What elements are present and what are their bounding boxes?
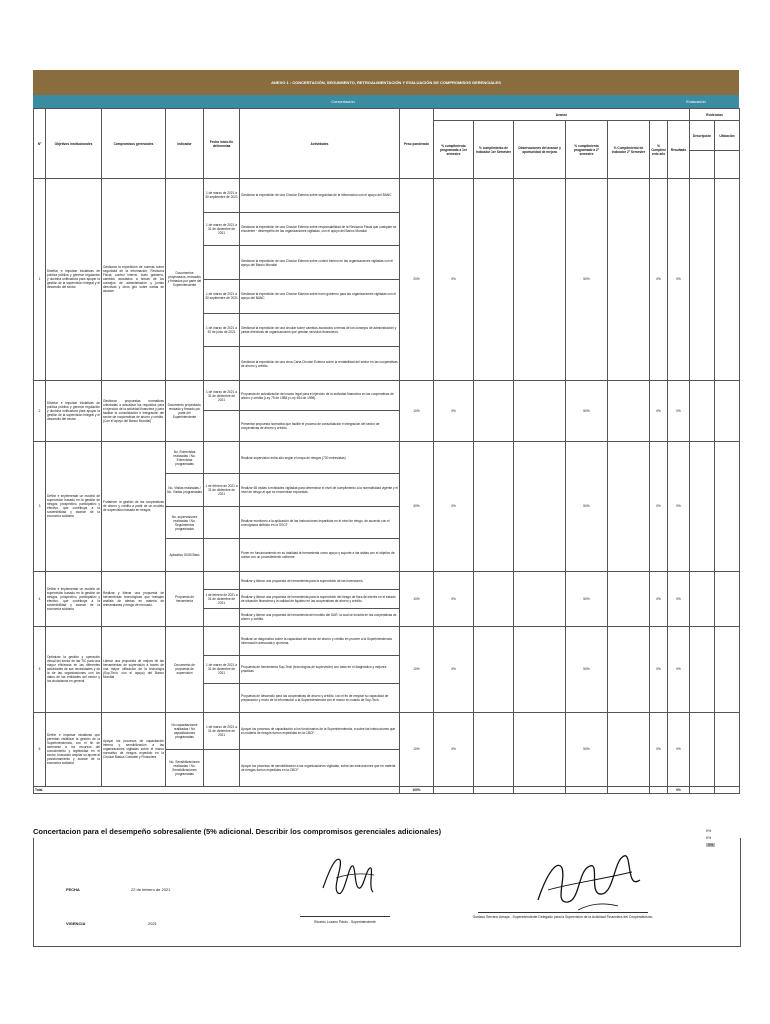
descripcion-cell xyxy=(690,380,715,441)
row-number: 4 xyxy=(34,571,46,626)
compromiso-cell: Apoyar los procesos de capacitación interna y sensibilización a las organizaciones vigiladas sobre el marco normativo de riesgos expedido en la Circular Básica Contable y Financiera xyxy=(102,712,166,786)
c1-cell: 0% xyxy=(434,712,474,786)
objetivo-cell: Diseñar e impulsar iniciativas de política pública y generar regulación y doctrina unificadora para apoyar la gestión de la supervisión integral y el desarrollo del sector. xyxy=(46,179,102,381)
indicador-cell: Documento proyectado, revisado y firmado por parte del Superintendente xyxy=(166,380,204,441)
ubicacion-cell xyxy=(715,380,740,441)
c2-cell xyxy=(474,441,514,571)
actividad-cell: Propuesta de herramienta Sup-Tech (tecnologías de supervisión) con base en el diagnóstico y mejores prácticas xyxy=(240,655,400,684)
peso-cell: 10% xyxy=(400,712,434,786)
table-row xyxy=(34,179,740,213)
peso-cell: 20% xyxy=(400,179,434,381)
objetivo-cell: Definir e implementar un modelo de supervisión basado en la gestión de riesgos, prospectivo, participativo y efectivo, que contribuya a la sostenibilidad y avance de la economía solidaria xyxy=(46,571,102,626)
c4-cell xyxy=(608,179,650,381)
resultado-cell: 0% xyxy=(668,441,690,571)
compromiso-cell: Gestionar propuestas normativas orientadas a actualizar los requisitos para el ejercicio de la actividad financiera y para facilitar la consolidación e integración del sector de cooperativas de ahorro y crédito. (Con el apoyo del Banco Mundial) xyxy=(102,380,166,441)
row-number: 6 xyxy=(34,712,46,786)
header-n: N° xyxy=(34,109,46,179)
resultado-cell: 0% xyxy=(668,571,690,626)
c3-cell: 50% xyxy=(566,712,608,786)
total-resultado: 0% xyxy=(668,786,690,793)
table-row xyxy=(34,441,740,474)
title-band xyxy=(33,70,739,95)
header-avance: Avance xyxy=(434,109,690,121)
header-c2: % cumplimiento de indicador 1er Semestre xyxy=(474,121,514,179)
c3-cell: 50% xyxy=(566,441,608,571)
header-c5: % Cumplimiento año xyxy=(650,121,668,179)
table-row xyxy=(34,712,740,749)
fecha-label: FECHA xyxy=(66,887,80,892)
ubicacion-cell xyxy=(715,179,740,381)
fecha-cell: 1 de marzo de 2021 a 31 de diciembre de 2021 xyxy=(204,380,240,411)
fecha-cell xyxy=(204,626,240,655)
c3-cell: 50% xyxy=(566,179,608,381)
c1-cell: 0% xyxy=(434,626,474,712)
fecha-value: 22 de febrero de 2021 xyxy=(131,887,171,892)
indicador-cell: No. Visitas realizadas / No. Visitas programadas xyxy=(166,474,204,507)
compromiso-cell: Gestionar la expedición de normas sobre seguridad de la información, Revisoría Fiscal, control interno, buen gobierno, cambios asociados a temas de los consejos de administración y juntas directivas y otros giro sobre cartas de alcance xyxy=(102,179,166,381)
actividad-cell: Poner en funcionamiento en su totalidad la herramienta como apoyo y soporte a las visitas con el objetivo de contar con un procedimiento uniforme xyxy=(240,539,400,572)
header-obs: Observaciones del avance y oportunidad de mejora xyxy=(514,121,566,179)
total-empty xyxy=(474,786,514,793)
c1-cell: 0% xyxy=(434,179,474,381)
fecha-cell xyxy=(204,506,240,539)
table-row xyxy=(34,380,740,411)
obs-cell xyxy=(514,380,566,441)
vigencia-label: VIGENCIA xyxy=(66,921,86,926)
section-concertacion: Concertación xyxy=(331,99,355,104)
actividad-cell: Presentar propuesta normativa que facilite el proceso de consolidación e integración del sector de cooperativas de ahorro y crédito. xyxy=(240,411,400,442)
indicador-cell: No. Entrevistas realizadas / No. Entrevistas programadas xyxy=(166,441,204,474)
fecha-cell: 1 de marzo de 2021 a 31 de diciembre de 2021 xyxy=(204,712,240,749)
indicador-cell: No. supervisiones realizadas / No. Seguimientos programados xyxy=(166,506,204,539)
c1-cell: 0% xyxy=(434,441,474,571)
c3-cell: 50% xyxy=(566,380,608,441)
fecha-cell: 1 de marzo de 2021 a 31 de diciembre de 2021 xyxy=(204,655,240,684)
total-label: Total xyxy=(34,786,400,793)
signature-2-name: Gustavo Serrano Amaya - Superintendente Delegado para la Supervisión de la Actividad Financiera del Cooperativismo xyxy=(472,915,653,919)
signature-1-name: Ricardo Lozano Pardo - Superintendente xyxy=(314,920,376,924)
actividad-cell: Realizar un diagnóstico sobre la capacidad del sector de ahorro y crédito en proveer a la Superintendencia información adecuada y oportuna. xyxy=(240,626,400,655)
c4-cell xyxy=(608,380,650,441)
indicador-cell: Documentos proyectados, revisados y firmados por parte del Superintendente xyxy=(166,179,204,381)
objetivo-cell: Diseñar e impulsar iniciativas de política pública y generar regulación y doctrina unificadora para apoyar la gestión de la supervisión integral y el desarrollo del sector. xyxy=(46,380,102,441)
actividad-cell: Apoyar los procesos de capacitación a los funcionarios de la Superintendencia, a sobre las instrucciones que en materia de riesgos fueron expedidas en la CBCF xyxy=(240,712,400,749)
extra-pct-3: 0% xyxy=(708,843,714,847)
actividad-cell: Gestionar la expedición de una Circular Externa sobre responsabilidad de la Revisoría Fiscal que cualquier se encuentre · desempeño de las organizaciones vigiladas, con el apoyo del Banco Mundial xyxy=(240,212,400,246)
header-c4: % Cumplimiento de indicador 2° Semestre xyxy=(608,121,650,179)
ubicacion-cell xyxy=(715,571,740,626)
total-peso: 100% xyxy=(400,786,434,793)
c1-cell: 0% xyxy=(434,571,474,626)
fecha-cell: 1 de marzo de 2021 a 30 septiembre de 2021 xyxy=(204,179,240,213)
compromiso-cell: Fortalecer la gestión de las cooperativas de ahorro y crédito a partir de un modelo de supervisión basado en riesgos xyxy=(102,441,166,571)
actividad-cell: Realizar monitoreo a la aplicación de las instrucciones impartidas en el nivel de riesgo, de acuerdo con el cronograma definido en la OSCF xyxy=(240,506,400,539)
vigencia-value: 2021 xyxy=(148,921,157,926)
c5-cell: 0% xyxy=(650,571,668,626)
fecha-cell xyxy=(204,441,240,474)
fecha-cell: 1 de marzo de 2021 a 30 de junio de 2021 xyxy=(204,313,240,347)
header-indicador: Indicador xyxy=(166,109,204,179)
actividad-cell: Realizar y liderar una propuesta de herramienta del modelo del SAR, la cual se incluirá en las cooperativas de ahorro y crédito. xyxy=(240,608,400,626)
compromiso-cell: Liderar una propuesta de mejora de las herramientas de supervisión a través de una mayor utilización de la tecnología (Sup-Tech, con el apoyo) del Banco Mundial xyxy=(102,626,166,712)
peso-cell: 10% xyxy=(400,380,434,441)
fecha-cell xyxy=(204,347,240,381)
row-number: 3 xyxy=(34,441,46,571)
c4-cell xyxy=(608,626,650,712)
c5-cell: 0% xyxy=(650,441,668,571)
actividad-cell: Gestionar la expedición de una circular sobre cambios asociados a temas de los consejos de administración y juntas directivas de organizaciones que prestan servicios financieros. xyxy=(240,313,400,347)
objetivo-cell: Definir e implementar un modelo de supervisión basado en la gestión de riesgos, prospectivo, participativo y efectivo, que contribuya a la sostenibilidad y avance de la economía solidaria xyxy=(46,441,102,571)
c2-cell xyxy=(474,712,514,786)
c2-cell xyxy=(474,571,514,626)
c2-cell xyxy=(474,626,514,712)
header-compromisos: Compromisos gerenciales xyxy=(102,109,166,179)
c4-cell xyxy=(608,441,650,571)
extra-commitment-label: Concertacion para el desempeño sobresaliente (5% adicional. Describir los compromisos gerenciales adicionales) xyxy=(33,827,442,836)
indicador-cell: No capacitaciones realizadas / No capacitaciones programadas xyxy=(166,712,204,749)
ubicacion-cell xyxy=(715,441,740,571)
actividad-cell: Gestionar la expedición de una Circular Externa sobre control interno en las organizaciones vigiladas con el apoyo del Banco Mundial xyxy=(240,246,400,280)
row-number: 5 xyxy=(34,626,46,712)
header-resultado: Resultado xyxy=(668,121,690,179)
fecha-cell: 1 de febrero de 2021 a 31 de diciembre de 2021 xyxy=(204,590,240,608)
actividad-cell: Apoyar los procesos de sensibilización a las organizaciones vigiladas, sobre las instrucciones que en materia de riesgos fueron expedidas en la CBCF xyxy=(240,749,400,786)
actividad-cell: Gestionar la expedición de una Circular Externa sobre buen gobierno para las organizaciones vigiladas con el apoyo del BANC xyxy=(240,279,400,313)
signature-2-line xyxy=(478,912,648,913)
header-descripcion: Descripción xyxy=(690,121,715,151)
actividad-cell: Realizar supervisión extra-situ según el mapa de riesgos (730 entrevistas) xyxy=(240,441,400,474)
commitments-table xyxy=(33,108,740,794)
fecha-cell xyxy=(204,571,240,589)
header-actividades: Actividades xyxy=(240,109,400,179)
c5-cell: 0% xyxy=(650,380,668,441)
ubicacion-cell xyxy=(715,712,740,786)
c5-cell: 0% xyxy=(650,712,668,786)
commitments-sheet xyxy=(33,108,739,794)
actividad-cell: Realizar 65 visitas a entidades vigiladas para determinar el nivel de cumplimiento a la normatividad vigente y el nivel de riesgo al que se encuentran expuestas. xyxy=(240,474,400,507)
obs-cell xyxy=(514,179,566,381)
total-empty xyxy=(715,786,740,793)
table-row xyxy=(34,626,740,655)
actividad-cell: Propuesta de actualización del marco legal para el ejercicio de la actividad financiera en las cooperativas de ahorro y crédito (Ley 79 de 1988 y Ley 454 de 1998). xyxy=(240,380,400,411)
obs-cell xyxy=(514,712,566,786)
c5-cell: 0% xyxy=(650,626,668,712)
c3-cell: 50% xyxy=(566,571,608,626)
header-c1: % cumplimiento programado a 1er semestre xyxy=(434,121,474,179)
obs-cell xyxy=(514,571,566,626)
indicador-cell: No. Sensibilizaciones realizadas / No. Sensibilizaciones programadas xyxy=(166,749,204,786)
fecha-cell: 1 de marzo de 2021 a 30 septiembre de 2021 xyxy=(204,279,240,313)
total-empty xyxy=(690,786,715,793)
total-empty xyxy=(434,786,474,793)
signature-1-line xyxy=(300,916,390,917)
total-empty xyxy=(514,786,566,793)
section-evaluacion: Evaluación xyxy=(686,99,706,104)
compromiso-cell: Realizar y liderar una propuesta de herramientas tecnológicas que trabajen análisis de alertas en materia de reimanalanes y riesgo de mercado. xyxy=(102,571,166,626)
actividad-cell: Gestionar la expedición de una circa Carta Circular Externa sobre la rentabilidad del sector en las cooperativas de ahorro y crédito. xyxy=(240,347,400,381)
signature-2-graphic xyxy=(528,840,648,920)
indicador-cell: Documento de propuesta de supervisión xyxy=(166,626,204,712)
actividad-cell: Realizar y liderar una propuesta de herramienta para la supervisión de las inversiones. xyxy=(240,571,400,589)
resultado-cell: 0% xyxy=(668,712,690,786)
resultado-cell: 0% xyxy=(668,380,690,441)
c4-cell xyxy=(608,712,650,786)
fecha-cell xyxy=(204,684,240,713)
fecha-cell xyxy=(204,246,240,280)
resultado-cell: 0% xyxy=(668,626,690,712)
fecha-cell: 1 de febrero de 2021 a 31 de diciembre de 2021 xyxy=(204,474,240,507)
obs-cell xyxy=(514,626,566,712)
c5-cell: 0% xyxy=(650,179,668,381)
total-row xyxy=(34,786,740,793)
header-objetivos: Objetivos institucionales xyxy=(46,109,102,179)
c3-cell: 50% xyxy=(566,626,608,712)
descripcion-cell xyxy=(690,626,715,712)
resultado-cell: 0% xyxy=(668,179,690,381)
c2-cell xyxy=(474,380,514,441)
row-number: 2 xyxy=(34,380,46,441)
peso-cell: 10% xyxy=(400,571,434,626)
peso-cell: 40% xyxy=(400,441,434,571)
document-title: ANEXO 1 : CONCERTACIÓN, SEGUIMIENTO, RETROALIMENTACIÓN Y EVALUACIÓN DE COMPROMISOS GERENCIALES xyxy=(271,80,501,85)
actividad-cell: Realizar y liderar una propuesta de herramienta para la supervisión del riesgo de flora de interés en el estado de situación financiera y la calidad de liquidez en las cooperativas de ahorro y crédito. xyxy=(240,590,400,608)
extra-pct-2: 0% xyxy=(706,836,712,840)
header-c3: % cumplimiento programado a 2° semestre xyxy=(566,121,608,179)
header-peso: Peso ponderado xyxy=(400,109,434,179)
total-empty xyxy=(650,786,668,793)
table-row xyxy=(34,571,740,589)
row-number: 1 xyxy=(34,179,46,381)
extra-pct-1: 0% xyxy=(706,829,712,833)
section-band xyxy=(33,95,739,108)
descripcion-cell xyxy=(690,571,715,626)
objetivo-cell: Definir e impulsar iniciativas que permitan visibilizar la gestión de la Superintendencia, con el fin de acercarse a los recursos del conocimiento y legitimidad en el sector, buscando ampliar su aporte al posicionamiento y avance de la economía solidaria xyxy=(46,712,102,786)
ubicacion-cell xyxy=(715,626,740,712)
c1-cell: 0% xyxy=(434,380,474,441)
actividad-cell: Gestionar la expedición de una Circular Externa sobre seguridad de la información con el apoyo del BANC xyxy=(240,179,400,213)
signature-1-graphic xyxy=(318,848,378,908)
fecha-cell xyxy=(204,411,240,442)
fecha-cell xyxy=(204,749,240,786)
objetivo-cell: Optimizar la gestión y operación virtual del sector de las TIC para una mayor eficiencia en las diferentes actividades de sus necesidades y de la de las organizaciones con los datos de las entidades del sector y los ciudadanos en general xyxy=(46,626,102,712)
obs-cell xyxy=(514,441,566,571)
descripcion-cell xyxy=(690,712,715,786)
header-fecha: Fecha inicio-fin del/nmm/aa xyxy=(204,109,240,179)
header-evidencias: Evidencias xyxy=(690,109,740,121)
total-empty xyxy=(566,786,608,793)
total-empty xyxy=(608,786,650,793)
header-ubicacion: Ubicación xyxy=(715,121,740,151)
c4-cell xyxy=(608,571,650,626)
indicador-cell: Aplicativo SIGB Basc xyxy=(166,539,204,572)
fecha-cell xyxy=(204,539,240,572)
fecha-cell xyxy=(204,608,240,626)
fecha-cell: 1 de marzo de 2021 a 31 de diciembre de 2021 xyxy=(204,212,240,246)
actividad-cell: Propuesta de desarrollo para las cooperativas de ahorro y crédito, con el fin de mejorar su capacidad de preparación y envío de la información a la Superintendencia con el marco en cuanto de Sup-Tech. xyxy=(240,684,400,713)
peso-cell: 10% xyxy=(400,626,434,712)
c2-cell xyxy=(474,179,514,381)
descripcion-cell xyxy=(690,441,715,571)
indicador-cell: Propuesta de herramienta xyxy=(166,571,204,626)
descripcion-cell xyxy=(690,179,715,381)
